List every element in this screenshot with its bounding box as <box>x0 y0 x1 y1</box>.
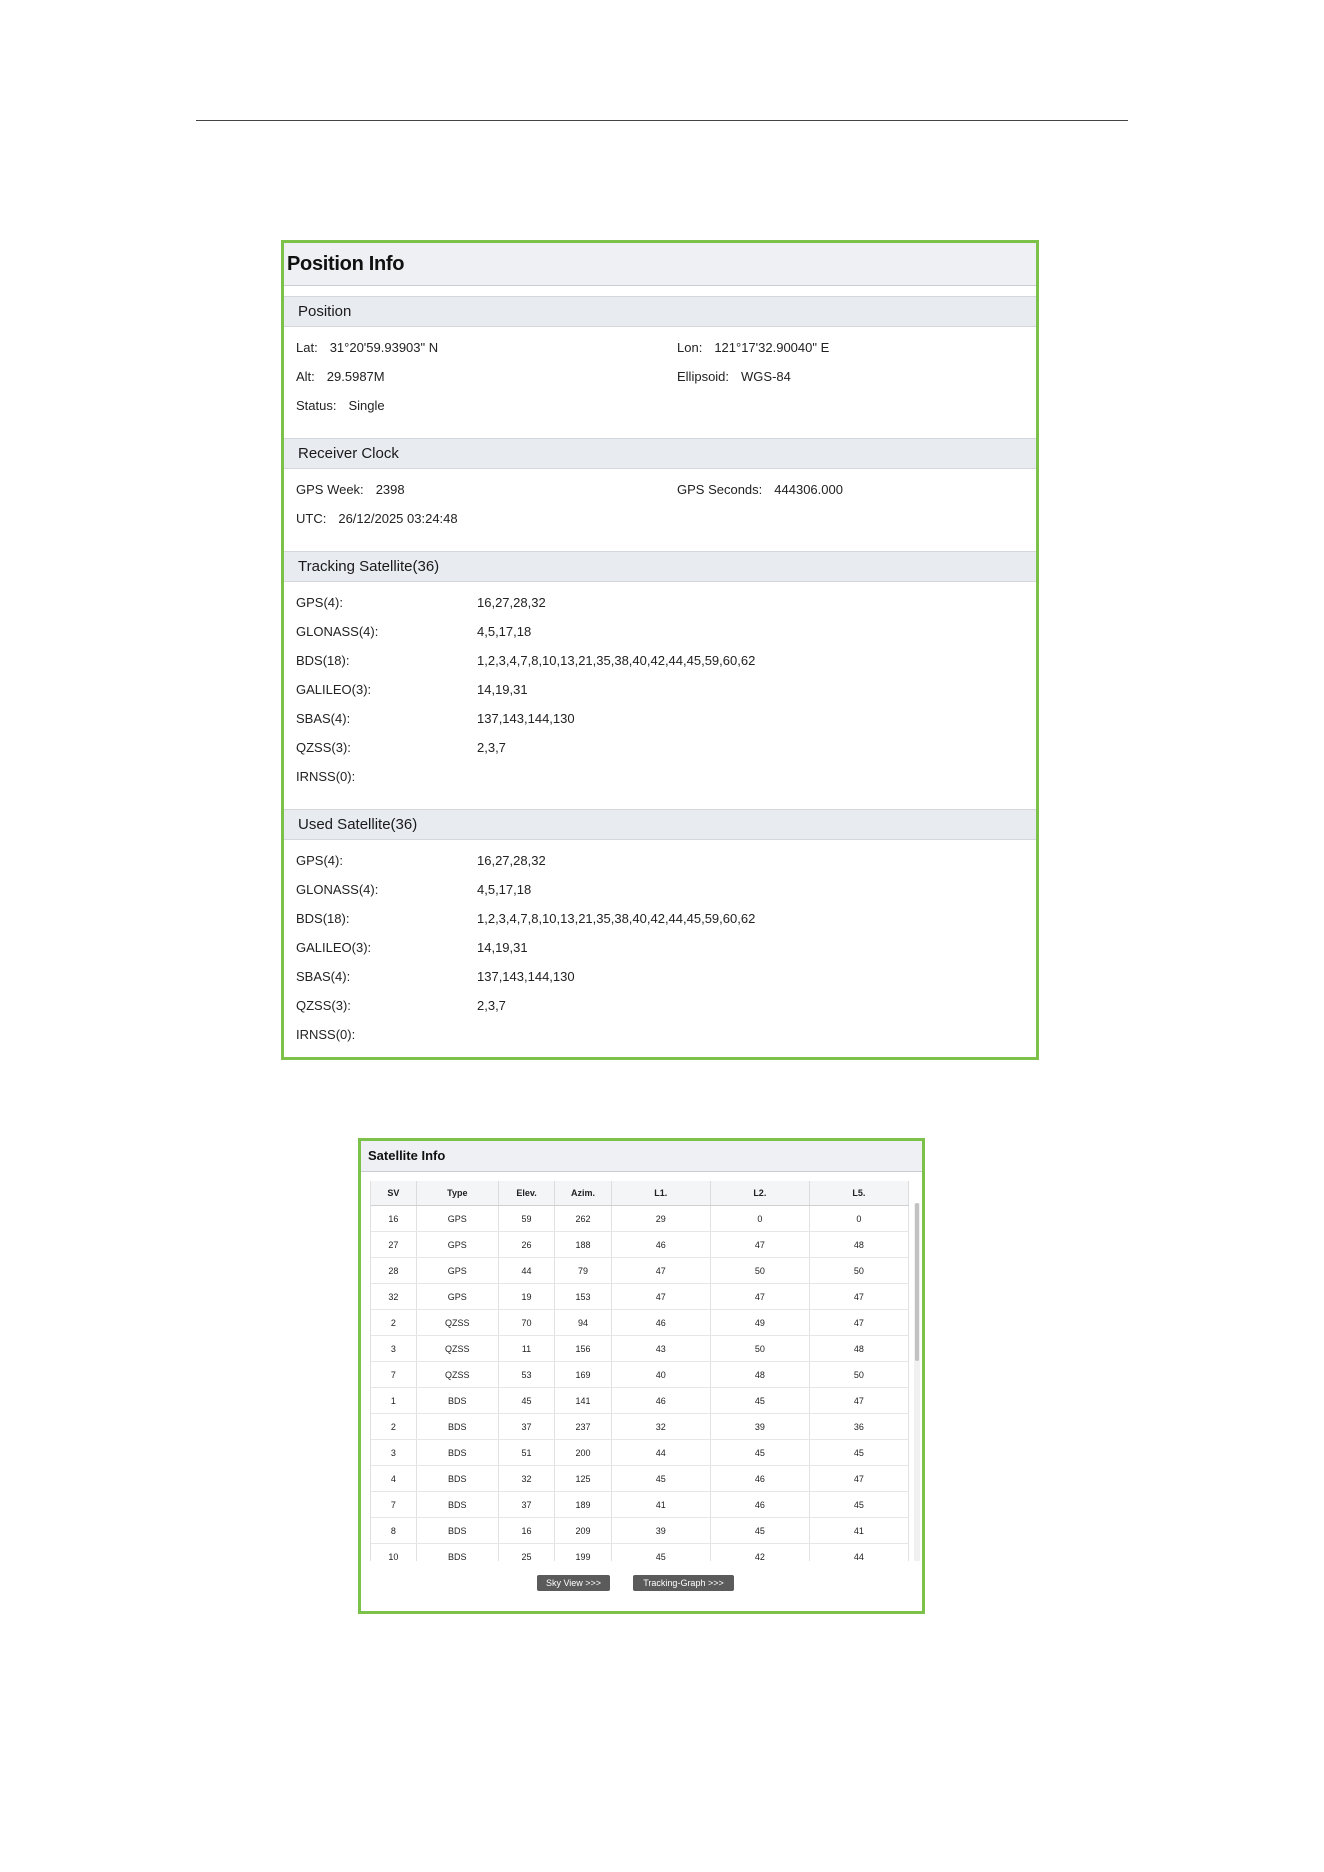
table-cell: 8 <box>371 1518 416 1544</box>
list-item <box>284 588 1036 617</box>
position-section <box>284 327 1036 438</box>
table-cell: 46 <box>611 1310 710 1336</box>
table-cell: QZSS <box>416 1310 498 1336</box>
satellite-ids: 4,5,17,18 <box>477 624 532 639</box>
table-cell: 39 <box>611 1518 710 1544</box>
table-cell: 37 <box>498 1414 554 1440</box>
column-header: Azim. <box>555 1181 611 1206</box>
table-cell: 25 <box>498 1544 554 1562</box>
column-header: Elev. <box>498 1181 554 1206</box>
table-cell: 47 <box>809 1310 908 1336</box>
table-row <box>371 1388 909 1414</box>
table-cell: 141 <box>555 1388 611 1414</box>
table-cell: 47 <box>611 1258 710 1284</box>
table-row <box>371 1544 909 1562</box>
satellite-table-scroll-area[interactable] <box>370 1181 920 1561</box>
constellation-label: IRNSS(0): <box>296 769 356 784</box>
table-cell: 209 <box>555 1518 611 1544</box>
constellation-label: GPS(4): <box>296 853 343 868</box>
table-cell: 59 <box>498 1206 554 1232</box>
table-cell: 200 <box>555 1440 611 1466</box>
column-header: L2. <box>710 1181 809 1206</box>
receiver-clock-header: Receiver Clock <box>284 438 1036 469</box>
table-cell: 43 <box>611 1336 710 1362</box>
lat-label: Lat: <box>296 340 318 355</box>
satellite-actions <box>361 1575 922 1595</box>
table-cell: 40 <box>611 1362 710 1388</box>
receiver-clock-section <box>284 469 1036 551</box>
table-cell: 29 <box>611 1206 710 1232</box>
table-cell: 51 <box>498 1440 554 1466</box>
table-row <box>371 1414 909 1440</box>
used-satellite-header: Used Satellite(36) <box>284 809 1036 840</box>
satellite-ids: 16,27,28,32 <box>477 595 546 610</box>
document-header-rule <box>196 120 1128 121</box>
list-item <box>284 733 1036 762</box>
constellation-label: BDS(18): <box>296 653 350 668</box>
table-cell: 45 <box>611 1466 710 1492</box>
table-header-row <box>371 1181 909 1206</box>
table-cell: QZSS <box>416 1362 498 1388</box>
constellation-label: GALILEO(3): <box>296 682 372 697</box>
table-cell: 50 <box>809 1362 908 1388</box>
table-cell: 45 <box>611 1544 710 1562</box>
table-cell: BDS <box>416 1414 498 1440</box>
table-cell: 2 <box>371 1414 416 1440</box>
table-cell: 47 <box>809 1466 908 1492</box>
table-row <box>371 1310 909 1336</box>
constellation-label: SBAS(4): <box>296 969 351 984</box>
alt-label: Alt: <box>296 369 315 384</box>
table-cell: GPS <box>416 1284 498 1310</box>
satellite-ids: 16,27,28,32 <box>477 853 546 868</box>
list-item <box>284 617 1036 646</box>
table-row <box>371 1518 909 1544</box>
list-item <box>284 762 1036 791</box>
table-cell: 156 <box>555 1336 611 1362</box>
table-row <box>371 1232 909 1258</box>
table-cell: 44 <box>611 1440 710 1466</box>
position-info-panel <box>281 240 1039 1060</box>
table-cell: 11 <box>498 1336 554 1362</box>
column-header: SV <box>371 1181 416 1206</box>
vertical-scrollbar[interactable] <box>914 1203 920 1561</box>
table-cell: 48 <box>809 1336 908 1362</box>
table-cell: 46 <box>710 1492 809 1518</box>
ellipsoid-label: Ellipsoid: <box>677 369 730 384</box>
table-cell: 45 <box>710 1388 809 1414</box>
table-cell: 45 <box>710 1518 809 1544</box>
gps-week-row <box>284 475 1036 504</box>
table-cell: 44 <box>498 1258 554 1284</box>
table-cell: 47 <box>611 1284 710 1310</box>
utc-row <box>284 504 1036 533</box>
satellite-ids: 14,19,31 <box>477 940 528 955</box>
table-cell: 3 <box>371 1440 416 1466</box>
table-cell: BDS <box>416 1466 498 1492</box>
table-row <box>371 1492 909 1518</box>
satellite-ids: 2,3,7 <box>477 740 506 755</box>
satellite-info-panel <box>358 1138 925 1614</box>
table-cell: 50 <box>710 1336 809 1362</box>
table-cell: 47 <box>710 1284 809 1310</box>
constellation-label: GLONASS(4): <box>296 882 379 897</box>
table-cell: BDS <box>416 1492 498 1518</box>
satellite-ids: 1,2,3,4,7,8,10,13,21,35,38,40,42,44,45,59,60,62 <box>477 653 756 668</box>
utc-label: UTC: <box>296 511 327 526</box>
table-cell: 28 <box>371 1258 416 1284</box>
constellation-label: GALILEO(3): <box>296 940 372 955</box>
table-cell: 47 <box>809 1284 908 1310</box>
table-cell: 46 <box>611 1232 710 1258</box>
list-item <box>284 875 1036 904</box>
alt-value: 29.5987M <box>326 369 385 384</box>
lat-value: 31°20'59.93903" N <box>329 340 439 355</box>
satellite-info-title: Satellite Info <box>361 1141 922 1172</box>
table-cell: BDS <box>416 1518 498 1544</box>
table-cell: 46 <box>710 1466 809 1492</box>
lon-value: 121°17'32.90040" E <box>714 340 830 355</box>
table-cell: 10 <box>371 1544 416 1562</box>
table-cell: 41 <box>809 1518 908 1544</box>
table-cell: GPS <box>416 1206 498 1232</box>
table-cell: 48 <box>809 1232 908 1258</box>
list-item <box>284 675 1036 704</box>
table-cell: 47 <box>710 1232 809 1258</box>
utc-value: 26/12/2025 03:24:48 <box>338 511 458 526</box>
table-cell: 32 <box>498 1466 554 1492</box>
gps-seconds-label: GPS Seconds: <box>677 482 763 497</box>
table-cell: 42 <box>710 1544 809 1562</box>
tracking-graph-button[interactable]: Tracking-Graph >>> <box>633 1575 734 1591</box>
table-cell: 47 <box>809 1388 908 1414</box>
constellation-label: SBAS(4): <box>296 711 351 726</box>
list-item <box>284 904 1036 933</box>
table-cell: 7 <box>371 1492 416 1518</box>
satellite-ids: 137,143,144,130 <box>477 969 575 984</box>
table-cell: 46 <box>611 1388 710 1414</box>
constellation-label: IRNSS(0): <box>296 1027 356 1042</box>
table-cell: 94 <box>555 1310 611 1336</box>
status-row <box>284 391 1036 420</box>
satellite-ids: 137,143,144,130 <box>477 711 575 726</box>
table-cell: 1 <box>371 1388 416 1414</box>
table-cell: 0 <box>710 1206 809 1232</box>
table-row <box>371 1440 909 1466</box>
table-cell: 19 <box>498 1284 554 1310</box>
table-cell: GPS <box>416 1258 498 1284</box>
list-item <box>284 991 1036 1020</box>
list-item <box>284 962 1036 991</box>
table-cell: 26 <box>498 1232 554 1258</box>
table-cell: 16 <box>498 1518 554 1544</box>
table-row <box>371 1336 909 1362</box>
table-cell: 79 <box>555 1258 611 1284</box>
table-cell: 45 <box>710 1440 809 1466</box>
tracking-satellite-section <box>284 582 1036 809</box>
table-cell: 237 <box>555 1414 611 1440</box>
used-satellite-section <box>284 840 1036 1060</box>
column-header: L5. <box>809 1181 908 1206</box>
table-row <box>371 1206 909 1232</box>
list-item <box>284 933 1036 962</box>
table-cell: 45 <box>809 1440 908 1466</box>
table-cell: BDS <box>416 1388 498 1414</box>
table-cell: 49 <box>710 1310 809 1336</box>
list-item <box>284 704 1036 733</box>
table-cell: 188 <box>555 1232 611 1258</box>
scrollbar-thumb[interactable] <box>915 1203 919 1361</box>
table-cell: 45 <box>498 1388 554 1414</box>
table-cell: 53 <box>498 1362 554 1388</box>
table-cell: 3 <box>371 1336 416 1362</box>
constellation-label: GLONASS(4): <box>296 624 379 639</box>
gps-week-value: 2398 <box>375 482 405 497</box>
alt-ellipsoid-row <box>284 362 1036 391</box>
satellite-ids: 2,3,7 <box>477 998 506 1013</box>
satellite-ids: 14,19,31 <box>477 682 528 697</box>
table-cell: 45 <box>809 1492 908 1518</box>
table-cell: 7 <box>371 1362 416 1388</box>
table-cell: 44 <box>809 1544 908 1562</box>
table-cell: 70 <box>498 1310 554 1336</box>
tracking-satellite-header: Tracking Satellite(36) <box>284 551 1036 582</box>
table-cell: 27 <box>371 1232 416 1258</box>
gps-seconds-value: 444306.000 <box>774 482 843 497</box>
sky-view-button[interactable]: Sky View >>> <box>537 1575 610 1591</box>
table-cell: 189 <box>555 1492 611 1518</box>
table-cell: 199 <box>555 1544 611 1562</box>
constellation-label: GPS(4): <box>296 595 343 610</box>
table-cell: 4 <box>371 1466 416 1492</box>
table-row <box>371 1284 909 1310</box>
table-cell: QZSS <box>416 1336 498 1362</box>
satellite-table <box>371 1181 909 1561</box>
satellite-ids: 1,2,3,4,7,8,10,13,21,35,38,40,42,44,45,59,60,62 <box>477 911 756 926</box>
table-cell: 36 <box>809 1414 908 1440</box>
table-cell: 39 <box>710 1414 809 1440</box>
lat-lon-row <box>284 333 1036 362</box>
constellation-label: QZSS(3): <box>296 740 351 755</box>
table-cell: BDS <box>416 1440 498 1466</box>
position-section-header: Position <box>284 296 1036 327</box>
table-row <box>371 1362 909 1388</box>
list-item <box>284 646 1036 675</box>
lon-label: Lon: <box>677 340 703 355</box>
table-cell: 32 <box>611 1414 710 1440</box>
table-cell: 37 <box>498 1492 554 1518</box>
table-cell: 262 <box>555 1206 611 1232</box>
table-cell: 48 <box>710 1362 809 1388</box>
table-cell: 153 <box>555 1284 611 1310</box>
table-cell: 50 <box>809 1258 908 1284</box>
table-cell: 50 <box>710 1258 809 1284</box>
table-cell: 16 <box>371 1206 416 1232</box>
list-item <box>284 1020 1036 1049</box>
table-cell: 125 <box>555 1466 611 1492</box>
constellation-label: BDS(18): <box>296 911 350 926</box>
position-info-title: Position Info <box>284 243 1036 286</box>
table-cell: GPS <box>416 1232 498 1258</box>
table-cell: 41 <box>611 1492 710 1518</box>
table-cell: 169 <box>555 1362 611 1388</box>
table-cell: 32 <box>371 1284 416 1310</box>
satellite-table-body <box>371 1206 909 1562</box>
table-cell: 2 <box>371 1310 416 1336</box>
table-row <box>371 1466 909 1492</box>
list-item <box>284 846 1036 875</box>
constellation-label: QZSS(3): <box>296 998 351 1013</box>
column-header: Type <box>416 1181 498 1206</box>
status-label: Status: <box>296 398 337 413</box>
status-value: Single <box>348 398 385 413</box>
table-cell: 0 <box>809 1206 908 1232</box>
satellite-ids: 4,5,17,18 <box>477 882 532 897</box>
ellipsoid-value: WGS-84 <box>741 369 791 384</box>
table-cell: BDS <box>416 1544 498 1562</box>
gps-week-label: GPS Week: <box>296 482 364 497</box>
table-row <box>371 1258 909 1284</box>
column-header: L1. <box>611 1181 710 1206</box>
